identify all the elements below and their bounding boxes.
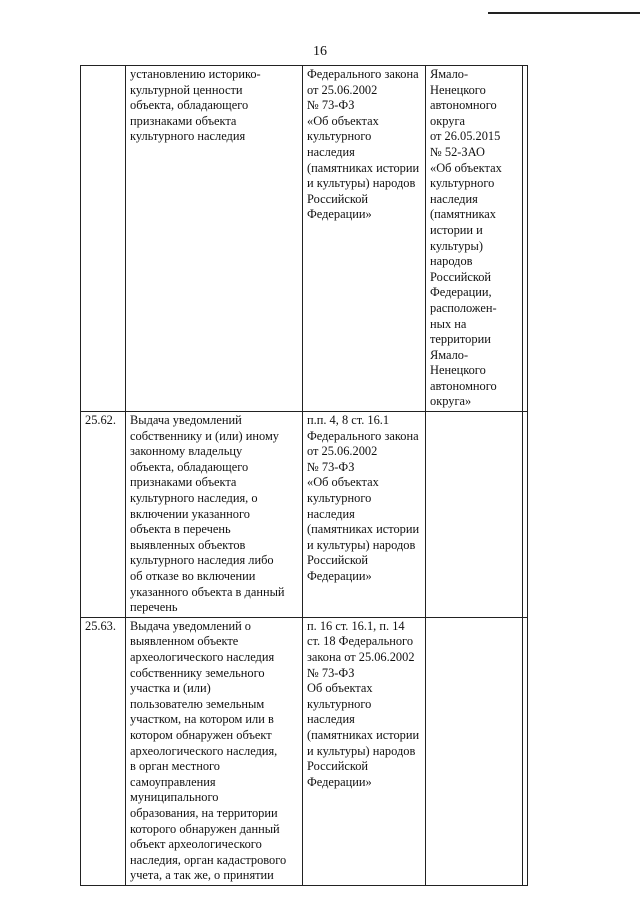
text-line: Федерального закона xyxy=(307,428,419,443)
text-line: объекта, обладающего xyxy=(130,98,249,113)
text-line: культурной ценности xyxy=(130,82,243,97)
text-line: собственнику земельного xyxy=(130,665,265,680)
federal-law-cell xyxy=(303,66,426,412)
text-line: автономного xyxy=(430,98,497,113)
row-number-cell: 25.62. xyxy=(81,412,126,618)
text-line: Выдача уведомлений xyxy=(130,413,242,428)
text-line: № 73-ФЗ xyxy=(307,665,355,680)
federal-law-cell xyxy=(303,412,426,618)
text-line: культурного xyxy=(307,129,372,144)
text-line: и культуры) народов xyxy=(307,176,416,191)
text-line: культурного наследия, о xyxy=(130,491,258,506)
text-line: (памятниках истории xyxy=(307,522,420,537)
text-line: Российской xyxy=(307,759,369,774)
text-line: Федерального закона xyxy=(307,67,419,81)
text-line: истории и xyxy=(430,222,483,237)
text-line: об отказе во включении xyxy=(130,569,256,583)
text-line: археологического наследия xyxy=(130,649,275,664)
text-line: ных на xyxy=(430,316,467,331)
service-name-cell xyxy=(126,617,303,885)
text-line: Российской xyxy=(430,269,492,284)
corner-line xyxy=(488,12,640,14)
text-line: котором обнаружен объект xyxy=(130,727,272,742)
text-line: и культуры) народов xyxy=(307,743,416,758)
text-line: культурного наследия xyxy=(130,129,246,144)
text-line: автономного xyxy=(430,378,497,393)
text-line: объект археологического xyxy=(130,837,262,852)
text-line: от 25.06.2002 xyxy=(307,444,378,459)
text-line: Российской xyxy=(307,553,369,568)
text-line: п. 16 ст. 16.1, п. 14 xyxy=(307,618,405,633)
federal-law-cell xyxy=(303,617,426,885)
text-line: включении указанного xyxy=(130,506,250,521)
text-line: Ненецкого xyxy=(430,82,486,97)
text-line: выявленном объекте xyxy=(130,634,239,649)
text-line: признаками объекта xyxy=(130,475,237,490)
extra-cell xyxy=(523,617,528,885)
text-line: наследия xyxy=(307,144,355,159)
table-row xyxy=(81,66,528,412)
text-line: Федерации» xyxy=(307,569,372,583)
text-line: «Об объектах xyxy=(307,113,379,128)
text-line: которого обнаружен данный xyxy=(130,821,280,836)
text-line: и культуры) народов xyxy=(307,537,416,552)
text-line: признаками объекта xyxy=(130,113,237,128)
text-line: учета, а так же, о принятии xyxy=(130,868,274,883)
text-line: Российской xyxy=(307,191,369,206)
text-line: Федерации» xyxy=(307,207,372,222)
text-line: наследия, орган кадастрового xyxy=(130,852,287,867)
text-line: установлению историко- xyxy=(130,67,261,81)
regional-law-cell xyxy=(426,412,523,618)
text-line: «Об объектах xyxy=(430,160,502,175)
extra-cell xyxy=(523,66,528,412)
text-line: образования, на территории xyxy=(130,805,278,820)
extra-cell xyxy=(523,412,528,618)
text-line: участком, на котором или в xyxy=(130,712,274,727)
text-line: Ямало- xyxy=(430,67,469,81)
text-line: ст. 18 Федерального xyxy=(307,634,414,649)
text-line: Ямало- xyxy=(430,347,469,362)
text-line: Выдача уведомлений о xyxy=(130,618,252,633)
text-line: № 52-ЗАО xyxy=(430,144,485,159)
text-line: Федерации, xyxy=(430,285,492,300)
text-line: собственнику и (или) иному xyxy=(130,428,280,443)
services-table xyxy=(80,65,528,886)
text-line: наследия xyxy=(430,191,478,206)
text-line: участка и (или) xyxy=(130,681,211,696)
text-line: законному владельцу xyxy=(130,444,243,459)
text-line: п.п. 4, 8 ст. 16.1 xyxy=(307,413,390,428)
text-line: закона от 25.06.2002 xyxy=(307,649,415,664)
text-line: от 25.06.2002 xyxy=(307,82,378,97)
text-line: (памятниках истории xyxy=(307,727,420,742)
row-number-cell: 25.63. xyxy=(81,617,126,885)
text-line: Федерации» xyxy=(307,774,372,789)
text-line: расположен- xyxy=(430,300,497,315)
text-line: округа» xyxy=(430,394,472,409)
text-line: самоуправления xyxy=(130,774,216,789)
text-line: в орган местного xyxy=(130,759,221,774)
text-line: № 73-ФЗ xyxy=(307,459,355,474)
service-name-cell xyxy=(126,66,303,412)
text-line: народов xyxy=(430,254,473,269)
table-row xyxy=(81,617,528,885)
text-line: «Об объектах xyxy=(307,475,379,490)
text-line: Ненецкого xyxy=(430,363,486,378)
text-line: указанного объекта в данный xyxy=(130,584,285,599)
text-line: от 26.05.2015 xyxy=(430,129,501,144)
page-number: 16 xyxy=(313,44,327,59)
text-line: выявленных объектов xyxy=(130,537,246,552)
text-line: культуры) xyxy=(430,238,483,253)
text-line: культурного наследия либо xyxy=(130,553,274,568)
regional-law-cell xyxy=(426,66,523,412)
text-line: культурного xyxy=(307,696,372,711)
service-name-cell xyxy=(126,412,303,618)
text-line: территории xyxy=(430,332,491,347)
text-line: культурного xyxy=(430,176,495,191)
text-line: (памятниках истории xyxy=(307,160,420,175)
text-line: № 73-ФЗ xyxy=(307,98,355,113)
text-line: перечень xyxy=(130,600,178,615)
table-row xyxy=(81,412,528,618)
text-line: наследия xyxy=(307,712,355,727)
text-line: культурного xyxy=(307,491,372,506)
text-line: объекта, обладающего xyxy=(130,459,249,474)
text-line: Об объектах xyxy=(307,681,373,696)
text-line: пользователю земельным xyxy=(130,696,265,711)
text-line: (памятниках xyxy=(430,207,497,222)
text-line: муниципального xyxy=(130,790,219,805)
regional-law-cell xyxy=(426,617,523,885)
text-line: наследия xyxy=(307,506,355,521)
text-line: объекта в перечень xyxy=(130,522,231,537)
text-line: археологического наследия, xyxy=(130,743,278,758)
text-line: округа xyxy=(430,113,466,128)
row-number-cell xyxy=(81,66,126,412)
